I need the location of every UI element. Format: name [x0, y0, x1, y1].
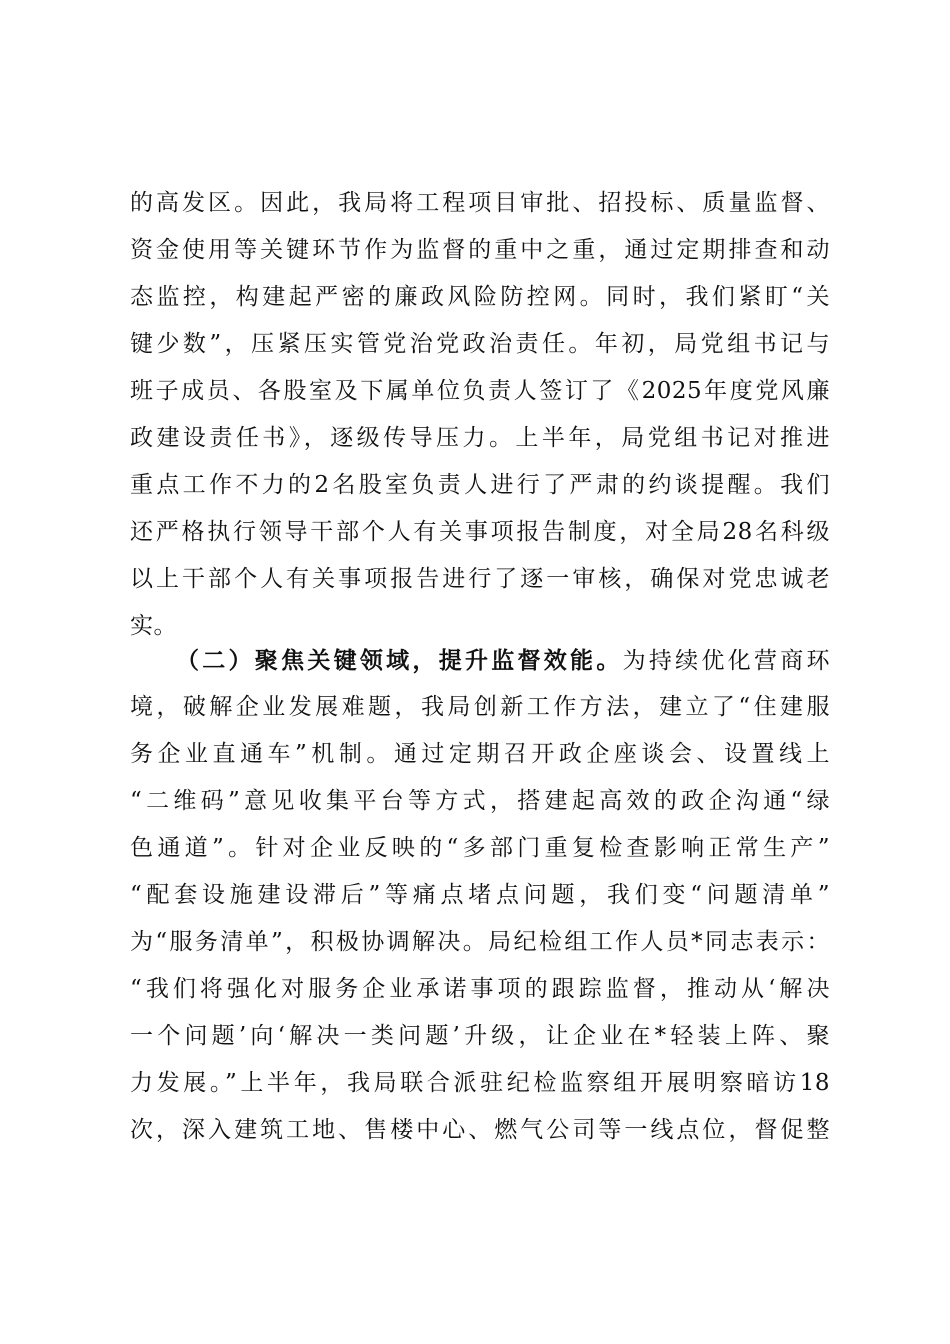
- paragraph-2-line-7: 为“服务清单”，积极协调解决。局纪检组工作人员*同志表示：: [130, 929, 830, 955]
- paragraph-1-line-7: 重点工作不力的2名股室负责人进行了严肃的约谈提醒。我们: [130, 472, 830, 498]
- paragraph-2-line-5: 色通道”。针对企业反映的“多部门重复检查影响正常生产”: [130, 835, 830, 861]
- paragraph-1-line-2: 资金使用等关键环节作为监督的重中之重，通过定期排查和动: [130, 237, 830, 263]
- paragraph-1-line-8: 还严格执行领导干部个人有关事项报告制度，对全局28名科级: [130, 519, 830, 545]
- paragraph-2-line-4: “二维码”意见收集平台等方式，搭建起高效的政企沟通“绿: [130, 788, 830, 814]
- paragraph-1-line-5: 班子成员、各股室及下属单位负责人签订了《2025年度党风廉: [130, 378, 830, 404]
- paragraph-2-line-2: 境，破解企业发展难题，我局创新工作方法，建立了“住建服: [130, 694, 830, 720]
- paragraph-1-line-3: 态监控，构建起严密的廉政风险防控网。同时，我们紧盯“关: [130, 284, 830, 310]
- section-heading: （二）聚焦关键领域，提升监督效能。: [176, 647, 623, 674]
- paragraph-1-line-9: 以上干部个人有关事项报告进行了逐一审核，确保对党忠诚老: [130, 566, 830, 592]
- paragraph-2-line-6: “配套设施建设滞后”等痛点堵点问题，我们变“问题清单”: [130, 882, 830, 908]
- paragraph-1-line-4: 键少数”，压紧压实管党治党政治责任。年初，局党组书记与: [130, 331, 830, 357]
- paragraph-1-line-1: 的高发区。因此，我局将工程项目审批、招投标、质量监督、: [130, 190, 830, 216]
- paragraph-2-line-8: “我们将强化对服务企业承诺事项的跟踪监督，推动从‘解决: [130, 976, 830, 1002]
- paragraph-1-line-10: 实。: [130, 613, 177, 639]
- paragraph-2-line-10: 力发展。”上半年，我局联合派驻纪检监察组开展明察暗访18: [130, 1070, 830, 1096]
- paragraph-1: [130, 180, 830, 650]
- paragraph-2: [130, 637, 830, 1154]
- paragraph-2-first-line: [130, 637, 830, 684]
- paragraph-1-line-6: 政建设责任书》，逐级传导压力。上半年，局党组书记对推进: [130, 425, 830, 451]
- paragraph-2-line-11: 次，深入建筑工地、售楼中心、燃气公司等一线点位，督促整: [130, 1117, 830, 1143]
- paragraph-2-first-line-text: 为持续优化营商环: [622, 648, 831, 674]
- paragraph-2-line-3: 务企业直通车”机制。通过定期召开政企座谈会、设置线上: [130, 741, 830, 767]
- paragraph-2-line-9: 一个问题’向‘解决一类问题’升级，让企业在*轻装上阵、聚: [130, 1023, 830, 1049]
